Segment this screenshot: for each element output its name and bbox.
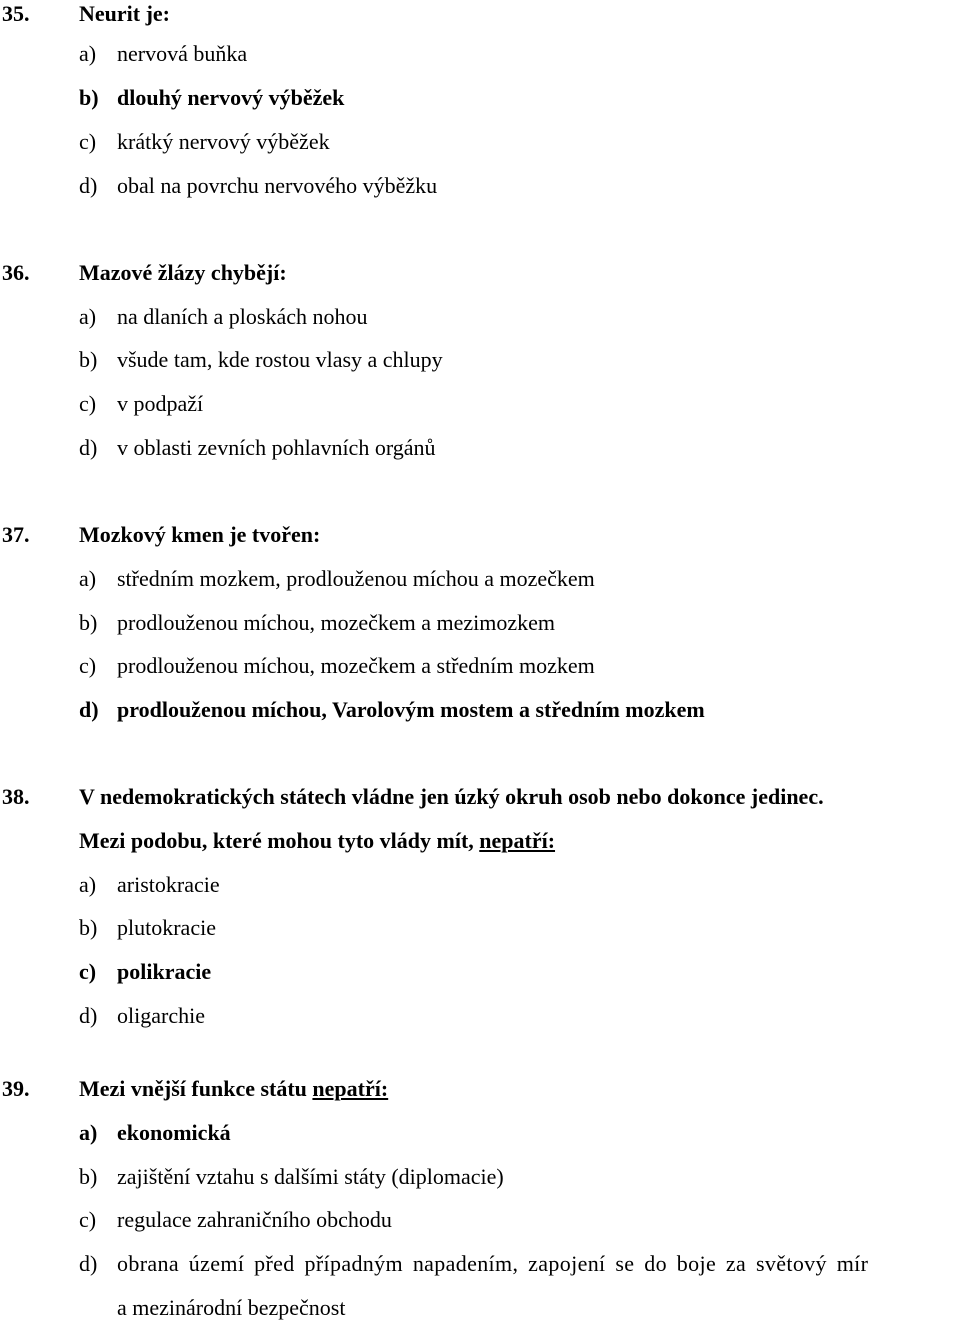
option-letter: a) — [79, 1120, 98, 1145]
question-number: 37. — [2, 522, 30, 547]
option-a — [79, 40, 960, 68]
option-text: prodlouženou míchou, mozečkem a středním mozkem — [117, 653, 595, 678]
stem-emphasis: nepatří: — [312, 1076, 389, 1101]
option-letter: b) — [79, 1164, 98, 1189]
question-number: 39. — [2, 1076, 30, 1101]
stem-prefix: Mezi podobu, které mohou tyto vlády mít, — [79, 828, 474, 853]
option-b — [79, 346, 960, 374]
question-number: 35. — [2, 1, 30, 26]
option-letter: c) — [79, 959, 97, 984]
option-letter: a) — [79, 872, 97, 897]
option-d — [79, 172, 960, 200]
option-text: na dlaních a ploskách nohou — [117, 304, 368, 329]
option-text: obal na povrchu nervového výběžku — [117, 173, 438, 198]
option-letter: d) — [79, 435, 98, 460]
option-b — [79, 1163, 960, 1191]
option-c — [79, 390, 960, 418]
option-letter: d) — [79, 1251, 98, 1276]
question-stem-line2 — [79, 827, 960, 855]
option-text: nervová buňka — [117, 41, 248, 66]
option-text: obrana území před případným napadením, zapojení se do boje za světový mír — [117, 1251, 869, 1276]
option-letter: d) — [79, 173, 98, 198]
option-text: plutokracie — [117, 915, 216, 940]
option-letter: c) — [79, 129, 97, 154]
option-letter: c) — [79, 653, 97, 678]
option-d — [79, 1250, 960, 1278]
option-c — [79, 1206, 960, 1234]
option-text: prodlouženou míchou, mozečkem a mezimozkem — [117, 610, 556, 635]
option-letter: c) — [79, 391, 97, 416]
option-a — [79, 871, 960, 899]
option-text: prodlouženou míchou, Varolovým mostem a středním mozkem — [117, 697, 705, 722]
option-b — [79, 609, 960, 637]
option-letter: d) — [79, 1003, 98, 1028]
option-text: v podpaží — [117, 391, 204, 416]
option-d-continuation: a mezinárodní bezpečnost — [117, 1295, 346, 1320]
option-c — [79, 128, 960, 156]
option-letter: b) — [79, 915, 98, 940]
option-text: dlouhý nervový výběžek — [117, 85, 345, 110]
question-stem: Neurit je: — [79, 1, 171, 26]
option-letter: b) — [79, 347, 98, 372]
option-d-correct — [79, 696, 960, 724]
option-letter: b) — [79, 610, 98, 635]
option-letter: a) — [79, 41, 97, 66]
option-text: v oblasti zevních pohlavních orgánů — [117, 435, 436, 460]
option-a — [79, 565, 960, 593]
option-letter: b) — [79, 85, 99, 110]
option-b — [79, 914, 960, 942]
question-stem: Mazové žlázy chybějí: — [79, 260, 287, 285]
option-letter: a) — [79, 304, 97, 329]
option-text: aristokracie — [117, 872, 220, 897]
option-letter: a) — [79, 566, 97, 591]
question-number: 36. — [2, 260, 30, 285]
question-stem — [79, 1075, 960, 1103]
option-c-correct — [79, 958, 960, 986]
option-text: oligarchie — [117, 1003, 205, 1028]
option-a-correct — [79, 1119, 960, 1147]
option-text: středním mozkem, prodlouženou míchou a mozečkem — [117, 566, 595, 591]
option-text: zajištění vztahu s dalšími státy (diplomacie) — [117, 1164, 504, 1189]
option-text: krátký nervový výběžek — [117, 129, 330, 154]
option-d — [79, 1002, 960, 1030]
option-c — [79, 652, 960, 680]
question-number: 38. — [2, 784, 30, 809]
option-a — [79, 303, 960, 331]
stem-emphasis: nepatří: — [479, 828, 556, 853]
option-letter: c) — [79, 1207, 97, 1232]
question-stem: Mozkový kmen je tvořen: — [79, 522, 321, 547]
option-d — [79, 434, 960, 462]
option-text: ekonomická — [117, 1120, 231, 1145]
option-text: polikracie — [117, 959, 212, 984]
option-text: všude tam, kde rostou vlasy a chlupy — [117, 347, 443, 372]
question-stem-line1 — [79, 783, 960, 811]
stem-text: V nedemokratických státech vládne jen úzký okruh osob nebo dokonce jedinec. — [79, 784, 824, 809]
option-text: regulace zahraničního obchodu — [117, 1207, 392, 1232]
option-letter: d) — [79, 697, 99, 722]
stem-prefix: Mezi vnější funkce státu — [79, 1076, 307, 1101]
option-b-correct — [79, 84, 960, 112]
question-stem — [79, 783, 960, 811]
